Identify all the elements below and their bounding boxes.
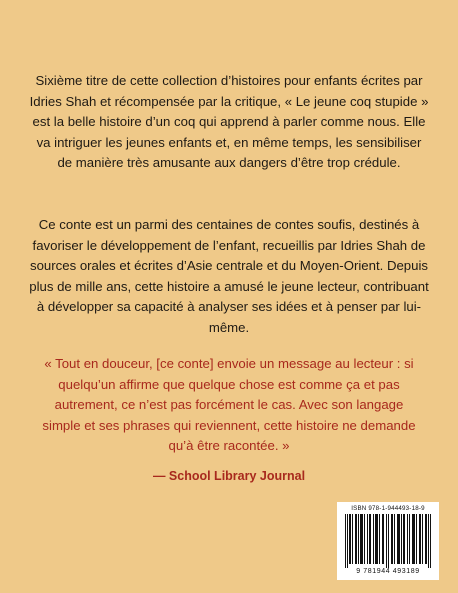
isbn-barcode	[337, 502, 439, 580]
review-quote: « Tout en douceur, [ce conte] envoie un message au lecteur : si quelqu’un affirme que quelque chose est comme ça et pas autrement, ce n’est pas forcément le cas. Avec son langage simple et ses phrases qui reviennent, cette histoire ne demande qu’à être racontée. »	[42, 356, 416, 453]
barcode-icon	[343, 514, 433, 568]
isbn-label: ISBN 978-1-944493-18-9	[351, 505, 425, 512]
description-paragraph-2	[28, 215, 430, 338]
barcode-digits: 9 781944 493189	[356, 568, 420, 575]
quote-attribution: — School Library Journal	[152, 469, 306, 483]
description-text-2: Ce conte est un parmi des centaines de contes soufis, destinés à favoriser le développement de l’enfant, recueillis par Idries Shah de sources orales et écrites d’Asie centrale et du Moyen-Orient. Depuis plus de mille ans, cette histoire a amusé le jeune lecteur, contribuant à développer sa capacité à analyser ses idées et à penser par lui-même.	[29, 217, 429, 335]
description-paragraph-1	[28, 71, 430, 174]
description-text-1: Sixième titre de cette collection d’histoires pour enfants écrites par Idries Shah et récompensée par la critique, « Le jeune coq stupide » est la belle histoire d’un coq qui apprend à parler comme nous. Elle va intriguer les jeunes enfants et, en même temps, les sensibiliser de manière très amusante aux dangers d’être trop crédule.	[29, 73, 429, 170]
